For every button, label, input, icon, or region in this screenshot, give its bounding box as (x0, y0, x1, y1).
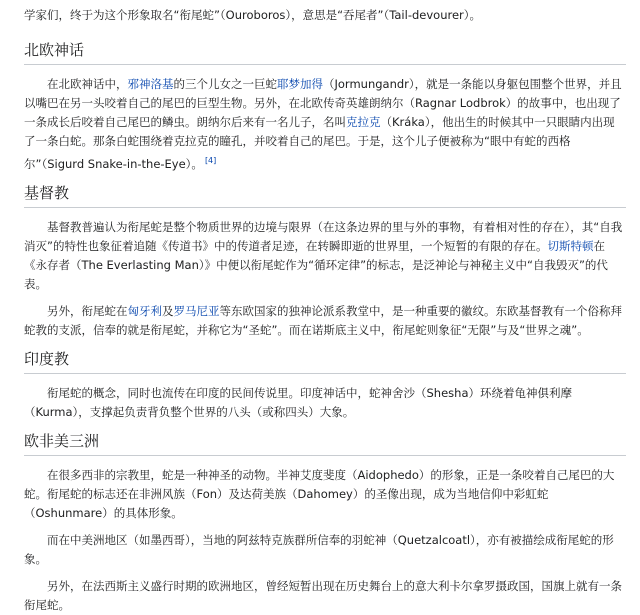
link-hungary[interactable]: 匈牙利 (127, 303, 162, 318)
intro-paragraph: 学家们，终于为这个形象取名“衔尾蛇”（Ouroboros），意思是“吞尾者”（Tail-devourer）。 (24, 8, 482, 22)
indian-paragraph: 衔尾蛇的概念，同时也流传在印度的民间传说里。印度神话中，蛇神舍沙（Shesha）环绕着龟神俱利摩（Kurma），支撑起负责背负整个世界的八头（或称四头）大象。 (24, 385, 572, 419)
text-run: 及 (162, 303, 174, 318)
link-jormungandr[interactable]: 耶梦加得 (277, 77, 323, 91)
link-romania[interactable]: 罗马尼亚 (173, 303, 220, 318)
section-heading-christian: 基督教 (24, 182, 626, 208)
reference-link[interactable]: [4] (204, 156, 217, 165)
christian-paragraph-2 (24, 302, 626, 340)
link-loki[interactable]: 邪神洛基 (127, 77, 174, 91)
section-americas (24, 430, 626, 615)
text-run: 在北欧神话中， (47, 77, 128, 91)
text-run: 等东欧国家的独神论派系教堂中，是一种重要的徽纹。东欧基督教有一个俗称拜蛇教的支派，信奉的就是衔尾蛇，并称它为“圣蛇”。而在诺斯底主义中，衔尾蛇则象征“无限”与及“世界之魂”。 (24, 303, 622, 337)
link-chesterton[interactable]: 切斯特顿 (547, 238, 594, 253)
text-run: （Jormungandr），就是一条能以身躯包围整个世界，并且以嘴巴在另一头咬着自己的尾巴的巨型生物。另外，在北欧传奇英雄朗纳尔（Ragnar Lodbrok）的故事中，也出现了一条成长后咬着自己尾巴的鳞虫。朗纳尔后来有一名儿子，名叫 (24, 77, 622, 129)
christian-paragraph-1 (24, 218, 626, 294)
section-norse (24, 39, 626, 174)
section-christian (24, 182, 626, 340)
section-indian (24, 348, 626, 422)
americas-paragraph-3: 另外，在法西斯主义盛行时期的欧洲地区，曾经短暂出现在历史舞台上的意大利卡尔拿罗摄政国，国旗上就有一条衔尾蛇。 (24, 578, 622, 612)
text-run: 在《永存者（The Everlasting Man）》中便以衔尾蛇作为“循环定律”的标志，是泛神论与神秘主义中“自我毁灭”的代表。 (24, 238, 608, 291)
americas-paragraph-1: 在很多西非的宗教里，蛇是一种神圣的动物。半神艾度斐度（Aidophedo）的形象，正是一条咬着自己尾巴的大蛇。衔尾蛇的标志还在非洲风族（Fon）及达荷美族（Dahomey）的圣像出现，成为当地信仰中彩虹蛇（Oshunmare）的具体形象。 (24, 467, 615, 520)
text-run: 的三个儿女之一巨蛇 (173, 77, 277, 91)
section-heading-norse: 北欧神话 (24, 39, 626, 65)
norse-paragraph (24, 75, 626, 174)
text-run: 另外，衔尾蛇在 (47, 303, 128, 318)
americas-paragraph-2: 而在中美洲地区（如墨西哥），当地的阿兹特克族群所信奉的羽蛇神（Quetzalcoatl），亦有被描绘成衔尾蛇的形象。 (24, 532, 614, 566)
text-run: （Kráka），他出生的时候其中一只眼睛内出现了一条白蛇。那条白蛇围绕着克拉克的瞳孔，并咬着自己的尾巴。于是，这个儿子便被称为“眼中有蛇的西格尔”（Sigurd Snake-in-the-Eye）。 (24, 115, 615, 171)
link-kraka[interactable]: 克拉克 (346, 115, 381, 129)
section-heading-indian: 印度教 (24, 348, 626, 374)
section-heading-americas: 欧非美三洲 (24, 430, 626, 456)
text-run: 基督教普遍认为衔尾蛇是整个物质世界的边境与限界（在这条边界的里与外的事物，有着相对性的存在），其“自我消灭”的特性也象征着追随《传道书》中的传道者足迹，在转瞬即逝的世界里，一个短暂的有限的存在。 (24, 219, 623, 253)
